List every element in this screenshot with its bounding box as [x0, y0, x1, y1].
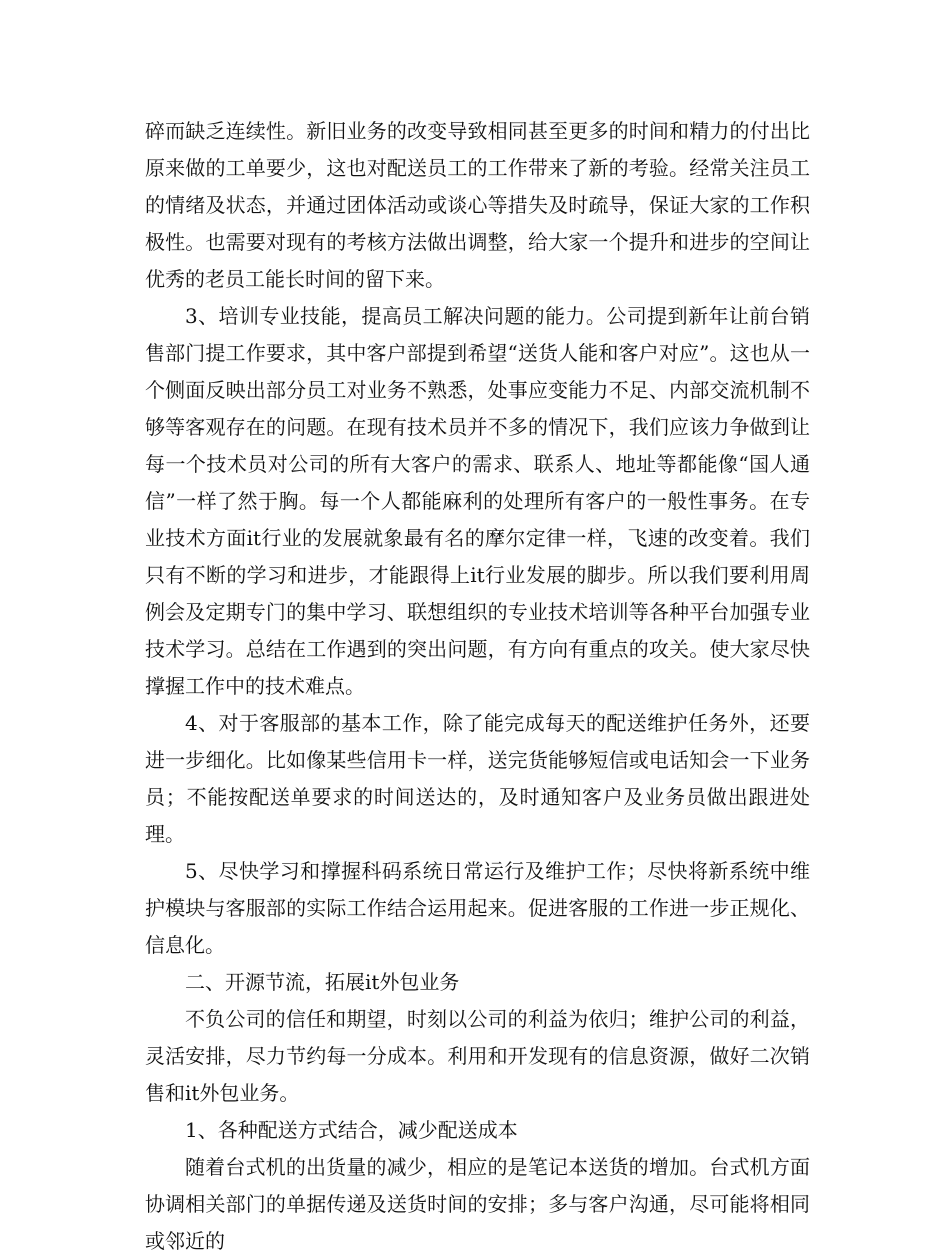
paragraph-1: 碎而缺乏连续性。新旧业务的改变导致相同甚至更多的时间和精力的付出比原来做的工单要少，这也对配送员工的工作带来了新的考验。经常关注员工的情绪及状态，并通过团体活动或谈心等措失及时疏导，保证大家的工作积极性。也需要对现有的考核方法做出调整，给大家一个提升和进步的空间让优秀的老员工能长时间的留下来。 — [145, 119, 810, 291]
paragraph-4: 5、尽快学习和撑握科码系统日常运行及维护工作；尽快将新系统中维护模块与客服部的实际工作结合运用起来。促进客服的工作进一步正规化、信息化。 — [145, 859, 810, 957]
document-body — [145, 113, 810, 1260]
subheading-1: 1、各种配送方式结合，减少配送成本 — [185, 1118, 518, 1142]
paragraph-2: 3、培训专业技能，提高员工解决问题的能力。公司提到新年让前台销售部门提工作要求，其中客户部提到希望“送货人能和客户对应”。这也从一个侧面反映出部分员工对业务不熟悉，处事应变能力不足、内部交流机制不够等客观存在的问题。在现有技术员并不多的情况下，我们应该力争做到让每一个技术员对公司的所有大客户的需求、联系人、地址等都能像“国人通信”一样了然于胸。每一个人都能麻利的处理所有客户的一般性事务。在专业技术方面it行业的发展就象最有名的摩尔定律一样，飞速的改变着。我们只有不断的学习和进步，才能跟得上it行业发展的脚步。所以我们要利用周例会及定期专门的集中学习、联想组织的专业技术培训等各种平台加强专业技术学习。总结在工作遇到的突出问题，有方向有重点的攻关。使大家尽快撑握工作中的技术难点。 — [145, 304, 810, 698]
paragraph-5: 不负公司的信任和期望，时刻以公司的利益为依归；维护公司的利益，灵活安排，尽力节约每一分成本。利用和开发现有的信息资源，做好二次销售和it外包业务。 — [145, 1007, 810, 1105]
paragraph-3: 4、对于客服部的基本工作，除了能完成每天的配送维护任务外，还要进一步细化。比如像某些信用卡一样，送完货能够短信或电话知会一下业务员；不能按配送单要求的时间送达的，及时通知客户及业务员做出跟进处理。 — [145, 711, 810, 846]
paragraph-6: 随着台式机的出货量的减少，相应的是笔记本送货的增加。台式机方面协调相关部门的单据传递及送货时间的安排；多与客户沟通，尽可能将相同或邻近的 — [145, 1155, 810, 1253]
section-heading-2: 二、开源节流，拓展it外包业务 — [185, 970, 460, 994]
